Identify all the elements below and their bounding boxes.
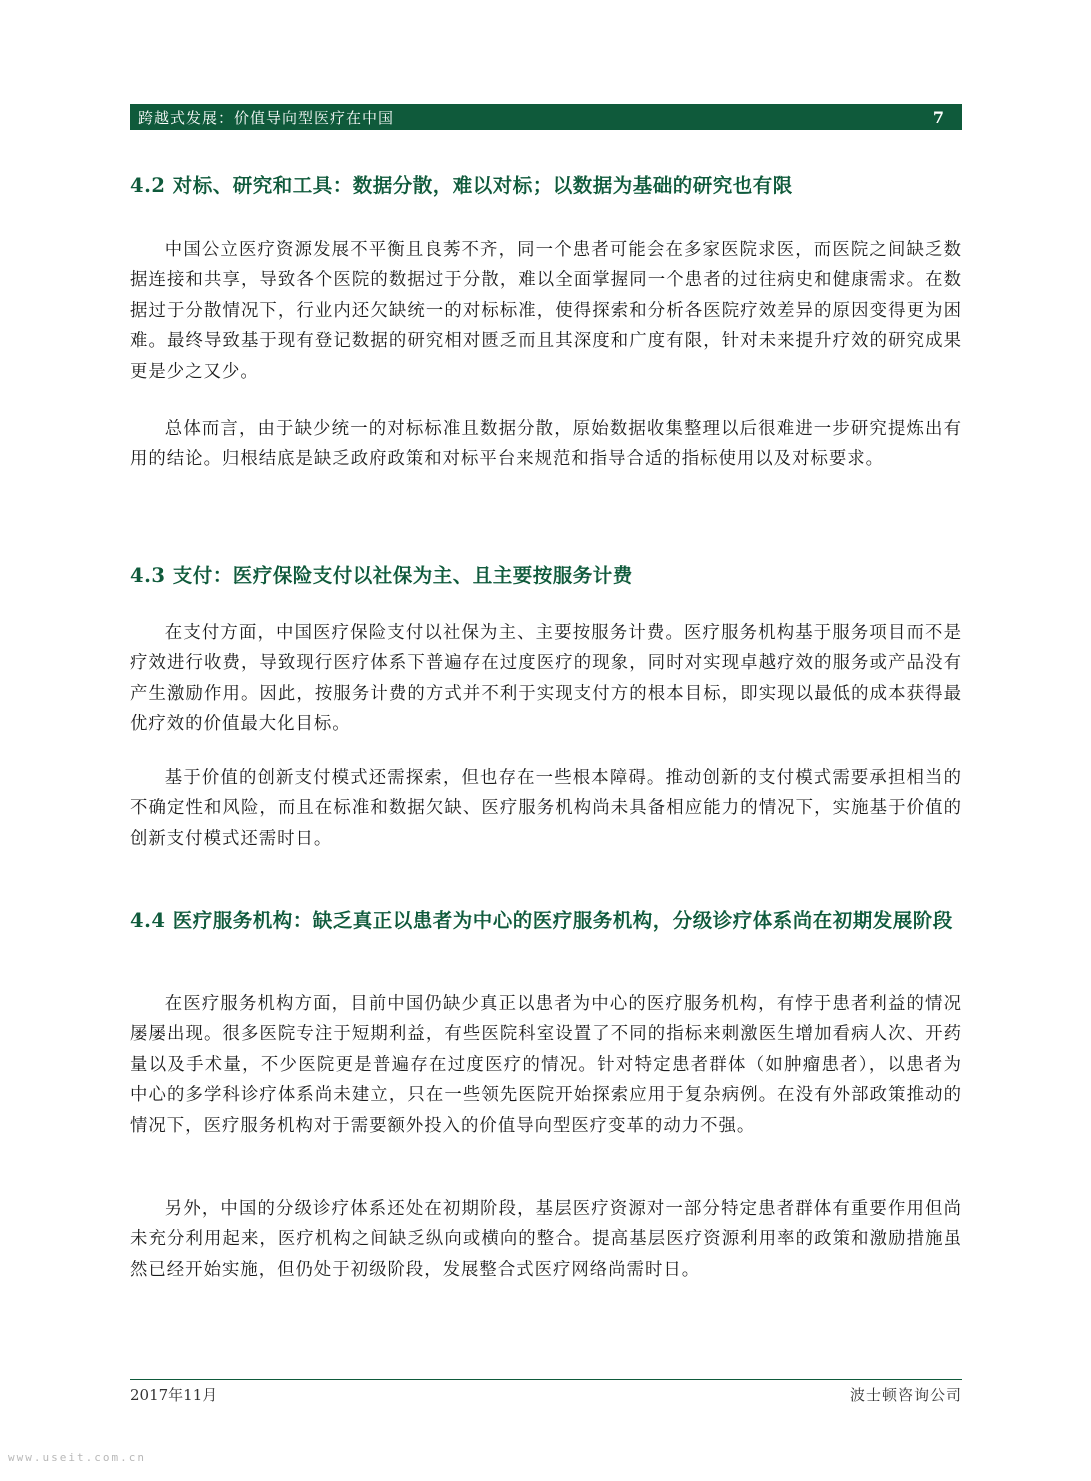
header-title: 跨越式发展：价值导向型医疗在中国: [138, 108, 395, 127]
page-number: 7: [932, 107, 944, 127]
section-heading-4-2: 4.2 对标、研究和工具：数据分散，难以对标；以数据为基础的研究也有限: [130, 174, 793, 197]
section-heading-4-3: 4.3 支付：医疗保险支付以社保为主、且主要按服务计费: [130, 564, 633, 587]
paragraph: 总体而言，由于缺少统一的对标标准且数据分散，原始数据收集整理以后很难进一步研究提炼出有用的结论。归根结底是缺乏政府政策和对标平台来规范和指导合适的指标使用以及对标要求。: [130, 419, 962, 470]
footer-company: 波士顿咨询公司: [849, 1386, 962, 1404]
footer-date: 2017年11月: [130, 1386, 218, 1404]
running-header: [130, 104, 962, 130]
paragraph: 在支付方面，中国医疗保险支付以社保为主、主要按服务计费。医疗服务机构基于服务项目而不是疗效进行收费，导致现行医疗体系下普遍存在过度医疗的现象，同时对实现卓越疗效的服务或产品没有产生激励作用。因此，按服务计费的方式并不利于实现支付方的根本目标，即实现以最低的成本获得最优疗效的价值最大化目标。: [130, 623, 962, 735]
paragraph: 另外，中国的分级诊疗体系还处在初期阶段，基层医疗资源对一部分特定患者群体有重要作用但尚未充分利用起来，医疗机构之间缺乏纵向或横向的整合。提高基层医疗资源利用率的政策和激励措施虽然已经开始实施，但仍处于初级阶段，发展整合式医疗网络尚需时日。: [130, 1199, 962, 1280]
section-heading-4-4: 4.4 医疗服务机构：缺乏真正以患者为中心的医疗服务机构，分级诊疗体系尚在初期发展阶段: [130, 909, 953, 932]
footer-divider: [130, 1379, 962, 1380]
paragraph: 在医疗服务机构方面，目前中国仍缺少真正以患者为中心的医疗服务机构，有悖于患者利益的情况屡屡出现。很多医院专注于短期利益，有些医院科室设置了不同的指标来刺激医生增加看病人次、开药量以及手术量，不少医院更是普遍存在过度医疗的情况。针对特定患者群体（如肿瘤患者），以患者为中心的多学科诊疗体系尚未建立，只在一些领先医院开始探索应用于复杂病例。在没有外部政策推动的情况下，医疗服务机构对于需要额外投入的价值导向型医疗变革的动力不强。: [130, 994, 962, 1136]
paragraph: 基于价值的创新支付模式还需探索，但也存在一些根本障碍。推动创新的支付模式需要承担相当的不确定性和风险，而且在标准和数据欠缺、医疗服务机构尚未具备相应能力的情况下，实施基于价值的创新支付模式还需时日。: [130, 768, 962, 849]
watermark: www.useit.com.cn: [8, 1451, 146, 1464]
paragraph: 中国公立医疗资源发展不平衡且良莠不齐，同一个患者可能会在多家医院求医，而医院之间缺乏数据连接和共享，导致各个医院的数据过于分散，难以全面掌握同一个患者的过往病史和健康需求。在数据过于分散情况下，行业内还欠缺统一的对标标准，使得探索和分析各医院疗效差异的原因变得更为困难。最终导致基于现有登记数据的研究相对匮乏而且其深度和广度有限，针对未来提升疗效的研究成果更是少之又少。: [130, 240, 962, 382]
